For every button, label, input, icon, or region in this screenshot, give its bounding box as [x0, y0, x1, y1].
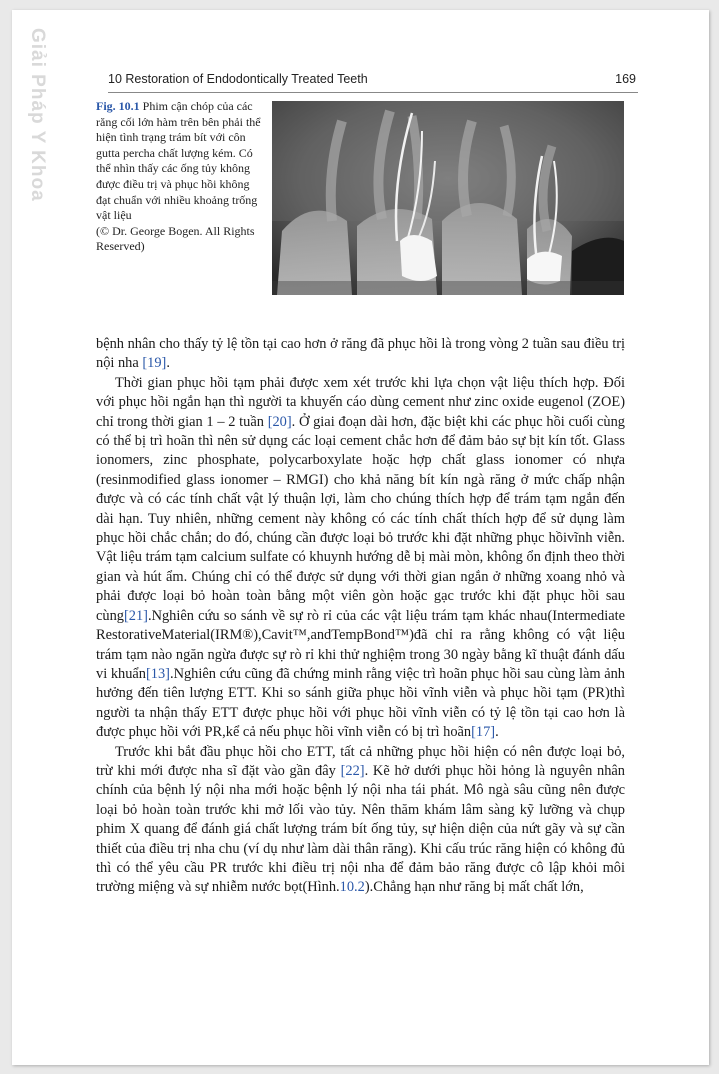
paragraph-text: .Nghiên cứu so sánh về sự rò rỉ của các vật liệu trám tạm khác nhau(Intermediate RestorativeMaterial(IRM®),Cavit™,andTempBond™)đã chỉ ra rằng không có vật liệu trám tạm nào ngăn ngừa được sự rò rỉ khi thử nghiệm trong 30 ngày bằng kĩ thuật đánh dấu vi khuẩn — [96, 607, 625, 682]
paragraph-text: . Ở giai đoạn dài hơn, đặc biệt khi các phục hồi cuối cùng có thể bị trì hoãn thì nên sử dụng các loại cement chắc hơn để đảm bảo sự bịt kín tốt. Glass ionomers, zinc phosphate, polycarboxylate hoặc hợp chất glass ionomer có nhựa (resinmodified glass ionomer – RMGI) cho khả năng bít kín ngà răng ở mức chấp nhận được và có các tính chất vật lý thuận lợi, làm cho chúng thích hợp để trám tạm ngắn đến dài hạn. Tuy nhiên, những cement này không có các tính chất thích hợp để sử dụng làm phục hồi chắc chắn; do đó, chúng cần được loại bỏ trước khi đặt những phục hồivĩnh viễn. Vật liệu trám tạm calcium sulfate có khuynh hướng dễ bị mài mòn, không ổn định theo thời gian và hút ẩm. Chúng chỉ có thể được sử dụng với thời gian ngắn ở những xoang nhỏ và phải được loại bỏ hoàn toàn bằng một viên gòn hoặc gạc trước khi đặt phục hồi sau cùng — [96, 413, 625, 624]
paragraph — [96, 335, 625, 374]
paragraph-text: . — [495, 724, 499, 741]
radiograph-image — [272, 101, 624, 295]
paragraph-text: . — [166, 355, 170, 372]
citation-link[interactable]: [20] — [267, 413, 292, 430]
paragraph-text: . Kẽ hở dưới phục hồi hỏng là nguyên nhân chính của bệnh lý nội nha mới hoặc bệnh lý nội nha tái phát. Mô ngà sâu cũng nên được loại bỏ hoàn toàn trước khi mở lối vào tủy. Nên thăm khám lâm sàng kỹ lưỡng và chụp phim X quang để đánh giá chất lượng trám bít ống tủy, sự hiện diện của nứt gãy và sự cần thiết của điều trị nha chu (ví dụ như làm dài thân răng). Khi cấu trúc răng hiện có không đủ thì có thể yêu cầu PR trước khi điều trị nội nha để đảm bảo răng được cô lập khỏi môi trường miệng và sự nhiễm nước bọt(Hình. — [96, 762, 625, 896]
watermark: Giải Pháp Y Khoa — [27, 28, 48, 202]
running-header — [108, 68, 638, 93]
citation-link[interactable]: [22] — [340, 762, 365, 779]
figure-credit: (© Dr. George Bogen. All Rights Reserved) — [96, 223, 255, 254]
figure-caption — [96, 99, 264, 255]
paragraph-text: Trước khi bắt đầu phục hồi cho ETT, tất cả những phục hồi hiện có nên được loại bỏ, trừ khi mới được nha sĩ đặt vào gần đây — [96, 743, 625, 779]
paragraph — [96, 743, 625, 898]
figure-label: Fig. 10.1 — [96, 99, 140, 113]
citation-link[interactable]: [21] — [123, 607, 148, 624]
paragraph-text: .Nghiên cứu cũng đã chứng minh rằng việc trì hoãn phục hồi sau cùng làm ảnh hưởng đến tiên lượng ETT. Khi so sánh giữa phục hồi vĩnh viễn và phục hồi tạm (PR)thì người ta nhận thấy ETT được phục hồi với phục hồi vĩnh viễn có tỷ lệ tồn tại cao hơn là được phục hồi với PR,kể cả nếu phục hồi vĩnh viễn có bị trì hoãn — [96, 665, 625, 741]
citation-link[interactable]: 10.2 — [339, 879, 365, 896]
paragraph-text: ).Chẳng hạn như răng bị mất chất lớn, — [364, 879, 584, 896]
citation-link[interactable]: [13] — [146, 665, 170, 682]
citation-link[interactable]: [19] — [142, 355, 167, 372]
citation-link[interactable]: [17] — [471, 724, 496, 741]
chapter-title: 10 Restoration of Endodontically Treated Teeth — [108, 72, 368, 86]
figure-caption-text: Phim cận chóp của các răng cối lớn hàm trên bên phải thể hiện tình trạng trám bít với côn gutta percha chất lượng kém. Có thể nhìn thấy các ống tủy không được điều trị và phục hồi không đạt chuẩn với nhiều khoảng trống vật liệu — [96, 99, 261, 223]
paragraph — [96, 374, 625, 743]
body-text — [96, 335, 625, 898]
paragraph-text: bệnh nhân cho thấy tỷ lệ tồn tại cao hơn ở răng đã phục hồi là trong vòng 2 tuần sau điều trị nội nha — [96, 336, 625, 372]
paragraph-text: Thời gian phục hồi tạm phải được xem xét trước khi lựa chọn vật liệu thích hợp. Đối với phục hồi ngắn hạn thì người ta khuyến cáo dùng cement như zinc oxide eugenol (ZOE) chỉ trong thời gian 1 – 2 tuần — [96, 374, 625, 430]
page-number: 169 — [615, 72, 636, 86]
dental-radiograph — [272, 101, 624, 295]
